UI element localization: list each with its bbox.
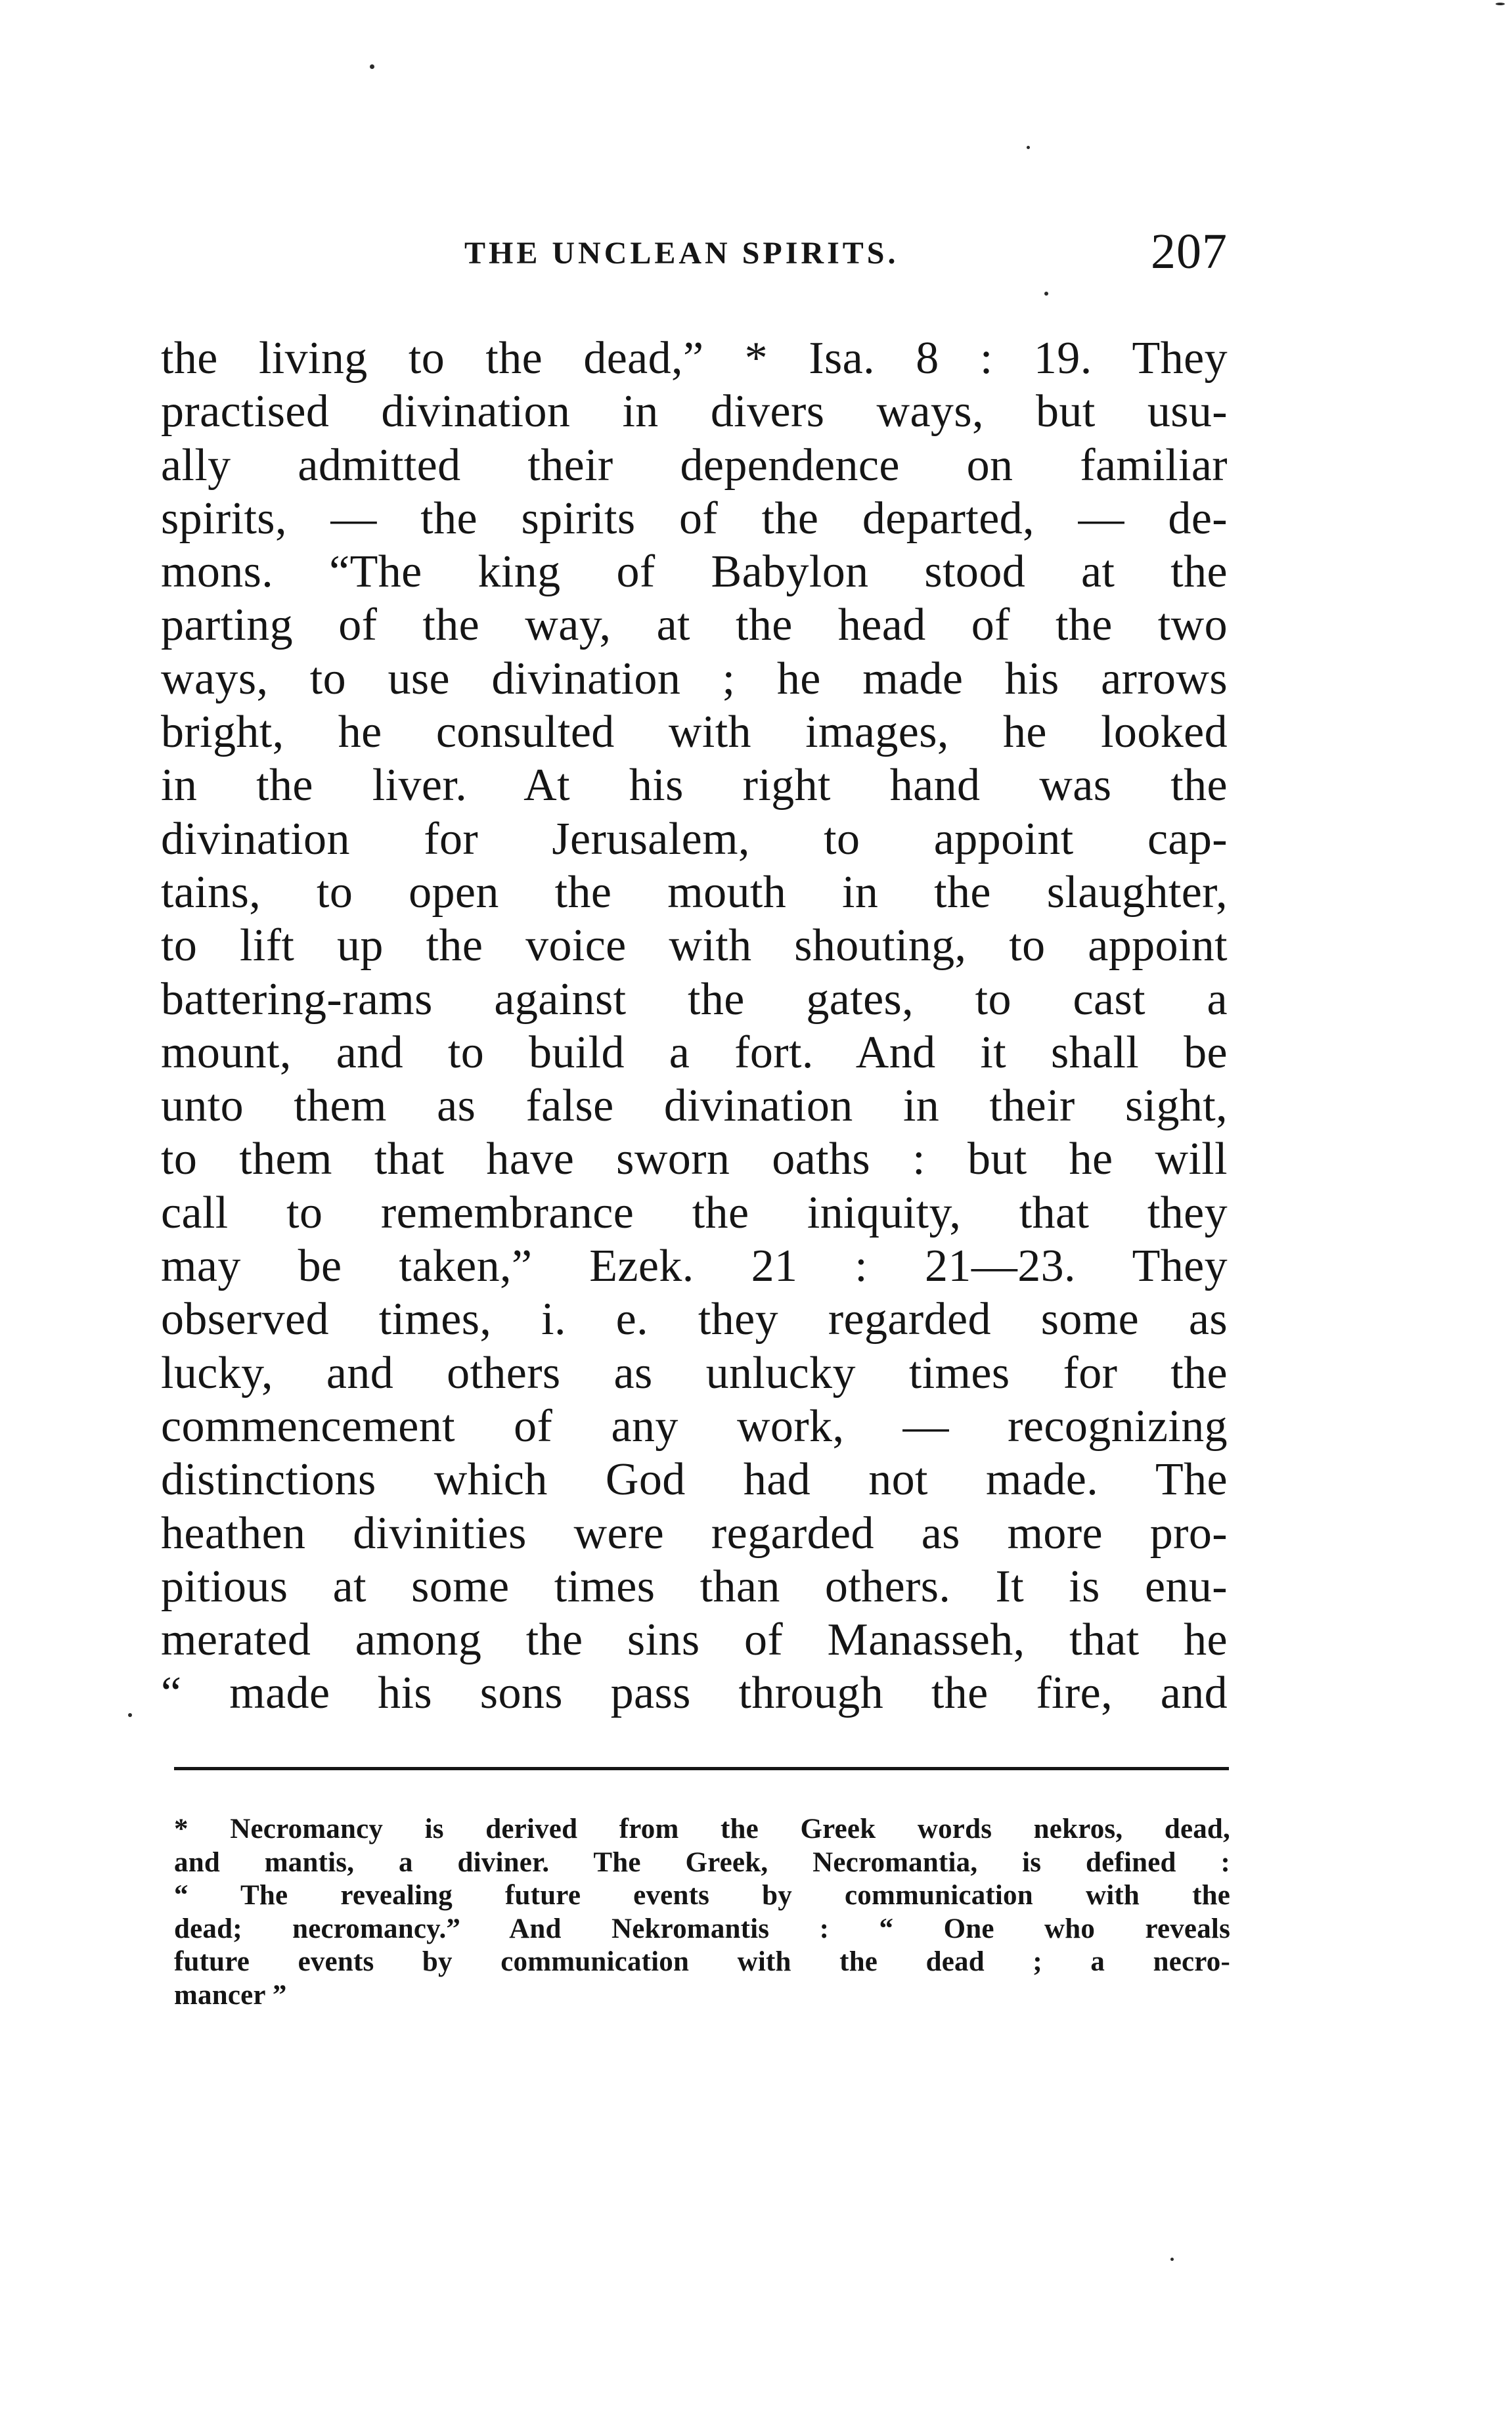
body-line: ways, to use divination ; he made his arrows (161, 653, 1228, 704)
footnote-line: mancer ” (174, 1979, 287, 2011)
body-line: to lift up the voice with shouting, to appoint (161, 920, 1228, 972)
footnote-line: * Necromancy is derived from the Greek words nekros, dead, (174, 1814, 1230, 1844)
body-line: heathen divinities were regarded as more pro- (161, 1508, 1228, 1559)
body-line: the living to the dead,” * Isa. 8 : 19. They (161, 333, 1228, 384)
body-line: observed times, i. e. they regarded some as (161, 1294, 1228, 1345)
main-text-block (161, 332, 1228, 1720)
body-line: lucky, and others as unlucky times for the (161, 1347, 1228, 1398)
footnote-divider (174, 1767, 1229, 1770)
body-line: battering-rams against the gates, to cast a (161, 973, 1228, 1025)
paper-speck (1044, 292, 1048, 296)
running-title: THE UNCLEAN SPIRITS. (464, 236, 899, 271)
footnote-line: dead; necromancy.” And Nekromantis : “ One who reveals (174, 1913, 1230, 1944)
footnote-line: “ The revealing future events by communication with the (174, 1880, 1230, 1911)
body-line: practised divination in divers ways, but usu- (161, 386, 1228, 437)
body-line: mount, and to build a fort. And it shall be (161, 1027, 1228, 1078)
running-header (172, 224, 1228, 282)
paper-speck (1496, 3, 1505, 5)
body-line: mons. “The king of Babylon stood at the (161, 547, 1228, 598)
page-number: 207 (1151, 224, 1228, 279)
body-line: divination for Jerusalem, to appoint cap- (161, 813, 1228, 864)
body-line: spirits, — the spirits of the departed, — de- (161, 493, 1228, 544)
body-line: in the liver. At his right hand was the (161, 760, 1228, 811)
body-line: call to remembrance the iniquity, that they (161, 1187, 1228, 1238)
body-line: distinctions which God had not made. The (161, 1454, 1228, 1506)
paper-speck (128, 1713, 132, 1717)
body-line: parting of the way, at the head of the two (161, 600, 1228, 651)
body-line: bright, he consulted with images, he looked (161, 707, 1228, 758)
body-line: “ made his sons pass through the fire, and (161, 1668, 1228, 1719)
body-line: tains, to open the mouth in the slaughter, (161, 866, 1228, 918)
footnote-block (174, 1813, 1230, 2012)
body-line: ally admitted their dependence on familiar (161, 439, 1228, 491)
body-line: to them that have sworn oaths : but he will (161, 1134, 1228, 1185)
paper-speck (1027, 146, 1030, 149)
paper-speck (1170, 2258, 1174, 2261)
footnote-line: future events by communication with the dead ; a necro- (174, 1946, 1230, 1977)
body-line: unto them as false divination in their sight, (161, 1081, 1228, 1132)
footnote-line: and mantis, a diviner. The Greek, Necromantia, is defined : (174, 1846, 1230, 1878)
paper-speck (370, 64, 374, 69)
body-line: commencement of any work, — recognizing (161, 1400, 1228, 1452)
body-line: pitious at some times than others. It is enu- (161, 1561, 1228, 1612)
body-line: merated among the sins of Manasseh, that he (161, 1615, 1228, 1666)
body-line: may be taken,” Ezek. 21 : 21—23. They (161, 1241, 1228, 1292)
